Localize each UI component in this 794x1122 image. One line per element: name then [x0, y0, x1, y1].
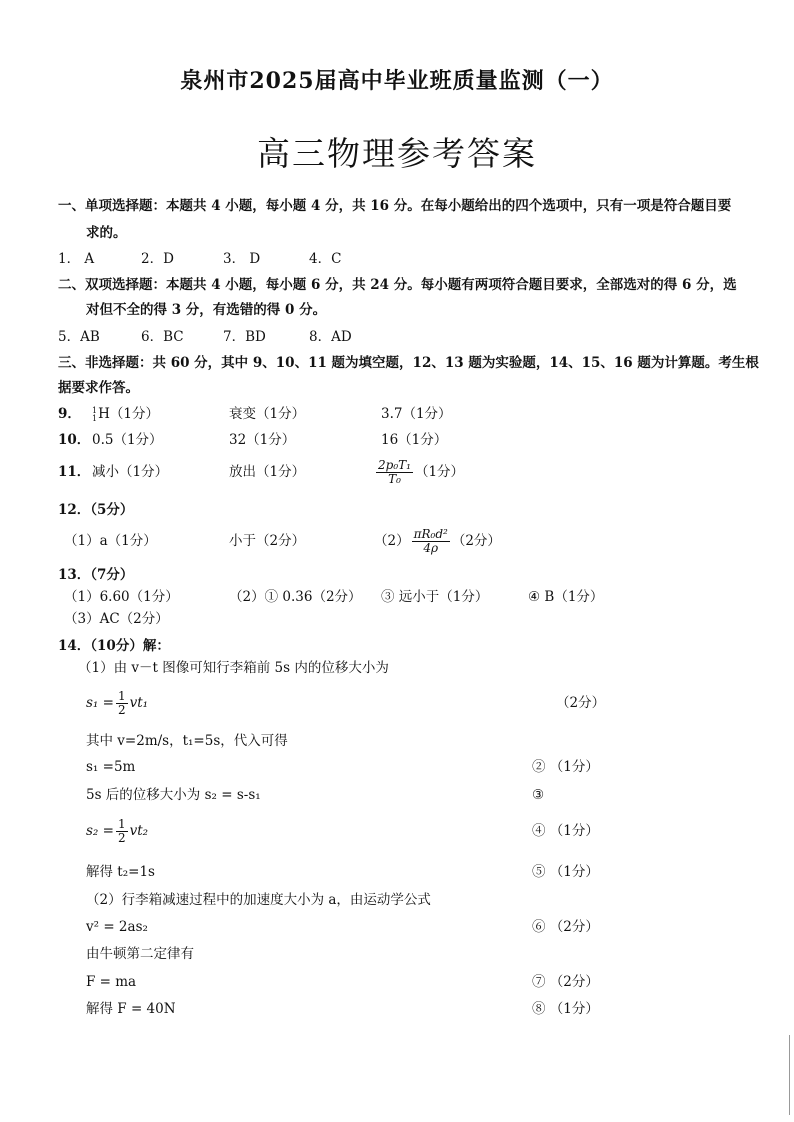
half-fraction: $\frac{1}{2}$: [117, 817, 126, 845]
q13-heading: 13．（7分）: [58, 567, 134, 583]
q10-answer-1: 0.5（1分）: [92, 432, 163, 448]
half-fraction: $\frac{1}{2}$: [117, 689, 126, 717]
q13-answer-1: （1）6.60（1分）: [64, 589, 179, 605]
q14-eq7: F = ma: [86, 974, 137, 990]
q13-answer-4: ④ B（1分）: [528, 589, 604, 605]
q14-solve-force: 解得 F = 40N: [86, 1001, 176, 1017]
q13-answer-2: （2）① 0.36（2分）: [229, 589, 362, 605]
q12-answer-1: （1）a（1分）: [64, 533, 157, 549]
q9-number: 9．: [58, 406, 81, 422]
section3-heading: 三、非选择题：共 60 分，其中 9、10、11 题为填空题，12、13 题为实验题，14、15、16 题为计算题。考生根: [58, 355, 759, 371]
nuclide-indices: 1 1: [92, 405, 98, 423]
q14-mark-8: ⑧ （1分）: [532, 1001, 599, 1017]
answer-8: 8．AD: [309, 329, 352, 345]
q14-part2-intro: （2）行李箱减速过程中的加速度大小为 a，由运动学公式: [86, 892, 431, 908]
q11-number: 11．: [58, 464, 91, 480]
q14-mark-5: ⑤ （1分）: [532, 864, 599, 880]
q14-mark-7: ⑦ （2分）: [532, 974, 599, 990]
q14-eq6: v² = 2as₂: [86, 919, 148, 935]
q12-answer-3: （2） $\frac{\text{πR₀d²}}{4\rho}$ （2分）: [374, 527, 501, 555]
q14-mark-2: ② （1分）: [532, 759, 599, 775]
q14-mark-3: ③: [532, 787, 545, 803]
q14-eq4: s₂ = $\frac{1}{2}$ vt₂: [86, 817, 149, 845]
q11-fraction: $\frac{\text{2p₀T₁}}{\text{T₀}}$: [378, 458, 411, 486]
q14-eq3: 5s 后的位移大小为 s₂ = s-s₁: [86, 787, 261, 803]
q9-answer-3: 3.7（1分）: [381, 406, 452, 422]
answer-5: 5．AB: [58, 329, 100, 345]
q12-answer-2: 小于（2分）: [229, 533, 306, 549]
answer-3: 3． D: [223, 251, 261, 267]
q11-answer-3: $\frac{\text{2p₀T₁}}{\text{T₀}}$ （1分）: [378, 458, 465, 486]
q13-answer-3: ③ 远小于（1分）: [381, 589, 489, 605]
section3-heading-cont: 据要求作答。: [58, 380, 139, 396]
q14-newton-law: 由牛顿第二定律有: [86, 946, 194, 962]
q12-fraction: $\frac{\text{πR₀d²}}{4\rho}$: [413, 527, 448, 555]
answer-2: 2．D: [141, 251, 174, 267]
scan-edge-line: [789, 1035, 790, 1115]
answer-1: 1． A: [58, 251, 95, 267]
q14-part1-intro: （1）由 v－t 图像可知行李箱前 5s 内的位移大小为: [78, 660, 389, 676]
answer-6: 6．BC: [141, 329, 184, 345]
q14-mark-4: ④ （1分）: [532, 823, 599, 839]
answer-4: 4．C: [309, 251, 342, 267]
q14-mark-6: ⑥ （2分）: [532, 919, 599, 935]
q13-answer-5: （3）AC（2分）: [64, 611, 169, 627]
answer-7: 7．BD: [223, 329, 266, 345]
q12-heading: 12．（5分）: [58, 502, 134, 518]
section2-heading-cont: 对但不全的得 3 分，有选错的得 0 分。: [86, 302, 327, 318]
q9-answer-2: 衰变（1分）: [229, 406, 306, 422]
q14-given: 其中 v=2m/s，t₁=5s，代入可得: [86, 733, 288, 749]
q10-answer-3: 16（1分）: [381, 432, 448, 448]
q11-answer-1: 减小（1分）: [92, 464, 169, 480]
q11-answer-2: 放出（1分）: [229, 464, 306, 480]
section1-heading-cont: 求的。: [86, 225, 127, 241]
q10-number: 10．: [58, 432, 91, 448]
q14-solve-t2: 解得 t₂=1s: [86, 864, 155, 880]
q14-mark-1: （2分）: [556, 695, 606, 711]
exam-title: 泉州市2025届高中毕业班质量监测（一）: [180, 68, 614, 94]
section1-heading: 一、单项选择题：本题共 4 小题，每小题 4 分，共 16 分。在每小题给出的四个选项中，只有一项是符合题目要: [58, 198, 732, 214]
section2-heading: 二、双项选择题：本题共 4 小题，每小题 6 分，共 24 分。每小题有两项符合题目要求，全部选对的得 6 分，选: [58, 277, 737, 293]
q9-answer-1: 1 1 H（1分）: [92, 405, 159, 423]
q14-eq1: s₁ = $\frac{1}{2}$ vt₁: [86, 689, 149, 717]
q14-eq2: s₁ =5m: [86, 759, 136, 775]
document-subtitle: 高三物理参考答案: [257, 134, 537, 173]
q14-heading: 14．（10分）解：: [58, 638, 170, 654]
q10-answer-2: 32（1分）: [229, 432, 296, 448]
